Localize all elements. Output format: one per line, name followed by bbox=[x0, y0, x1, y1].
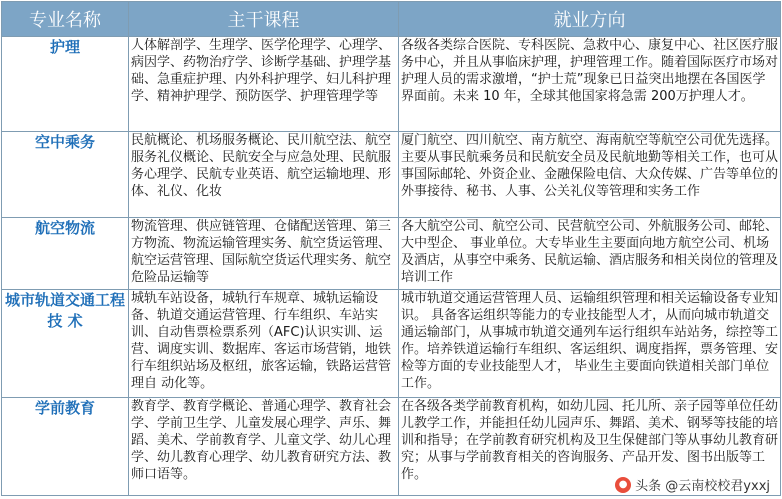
major-jobs: 在各级各类学前教育机构，如幼儿园、托儿所、亲子园等单位任幼儿教学工作，并能担任幼儿园声乐、舞蹈、美术、钢琴等技能的培训和指导；在学前教育研究机构及卫生保健部门等从事幼儿教育研究；从事与学前教育相关的咨询服务、产品开发、图书出版等工作。 bbox=[399, 398, 781, 496]
table-row bbox=[2, 37, 781, 132]
table-row bbox=[2, 290, 781, 398]
table-row bbox=[2, 132, 781, 218]
major-courses: 民航概论、机场服务概论、民川航空法、航空服务礼仪概论、民航安全与应急处理、民航服务心理学、民航专业英语、航空运输地理、形体、礼仪、化妆 bbox=[129, 132, 399, 218]
major-jobs: 各级各类综合医院、专科医院、急救中心、康复中心、社区医疗服务中心，并且从事临床护理，护理管理工作。随着国际医疗市场对护理人员的需求激增，“护士荒”现象已日益突出地摆在各国医学界面前。未来 10 年，全球其他国家将急需 200万护理人才。 bbox=[399, 37, 781, 132]
major-name: 航空物流 bbox=[2, 218, 129, 290]
major-courses: 教育学、教育学概论、普通心理学、教育社会学、学前卫生学、儿童发展心理学、声乐、舞蹈、美术、学前教育学、儿童文学、幼儿心理学、幼儿教育心理学、幼儿教育研究方法、教师口语等。 bbox=[129, 398, 399, 496]
major-name: 学前教育 bbox=[2, 398, 129, 496]
major-jobs: 各大航空公司、航空公司、民营航空公司、外航服务公司、邮轮、大中型企、 事业单位。大专毕业生主要面向地方航空公司、机场及酒店，从事空中乘务、民航运输、酒店服务和相关岗位的管理及培训工作 bbox=[399, 218, 781, 290]
table-header-row bbox=[2, 2, 781, 37]
source-watermark bbox=[611, 474, 774, 495]
major-courses: 物流管理、供应链管理、仓储配送管理、第三方物流、物流运输管理实务、航空货运管理、航空运营管理、国际航空货运代理实务、航空危险品运输等 bbox=[129, 218, 399, 290]
majors-table bbox=[1, 1, 781, 496]
toutiao-logo-icon: ● bbox=[615, 477, 631, 493]
major-name: 护理 bbox=[2, 37, 129, 132]
table-row bbox=[2, 218, 781, 290]
major-jobs: 厦门航空、四川航空、南方航空、海南航空等航空公司优先选择。主要从事民航乘务员和民航安全员及民航地勤等相关工作，也可从事国际邮轮、外资企业、金融保险电信、大众传媒、广告等单位的外事接待、秘书、人事、公关礼仪等管理和实务工作 bbox=[399, 132, 781, 218]
major-name: 城市轨道交通工程技 术 bbox=[2, 290, 129, 398]
major-courses: 城轨车站设备，城轨行车规章、城轨运输设备、轨道交通运营管理、行车组织、车站实训、自动售票检票系列（AFC)认识实训、运营、调度实训、数据库、客运市场营销，地铁行车组织站场及枢纽，旅客运输，铁路运营管理自 动化等。 bbox=[129, 290, 399, 398]
major-courses: 人体解剖学、生理学、医学伦理学、心理学、病因学、药物治疗学、诊断学基础、护理学基础、急重症护理、内外科护理学、妇儿科护理学、精神护理学、预防医学、护理管理学等 bbox=[129, 37, 399, 132]
watermark-text: 头条 @云南校校君yxxj bbox=[635, 479, 770, 494]
header-main-courses: 主干课程 bbox=[129, 2, 399, 37]
header-major-name: 专业名称 bbox=[2, 2, 129, 37]
major-jobs: 城市轨道交通运营管理人员、运输组织管理和相关运输设备专业知识。 具备客运组织等能力的专业技能型人才，从而向城市轨道交通运输部门，从事城市轨道交通列车运行组织车站站务，综控等工作。培养铁道运输行车组织、客运组织、调度指挥，票务管理、安检等方面的专业技能型人才， 毕业生主要面向铁道相关部门单位工作。 bbox=[399, 290, 781, 398]
header-career-direction: 就业方向 bbox=[399, 2, 781, 37]
major-name: 空中乘务 bbox=[2, 132, 129, 218]
